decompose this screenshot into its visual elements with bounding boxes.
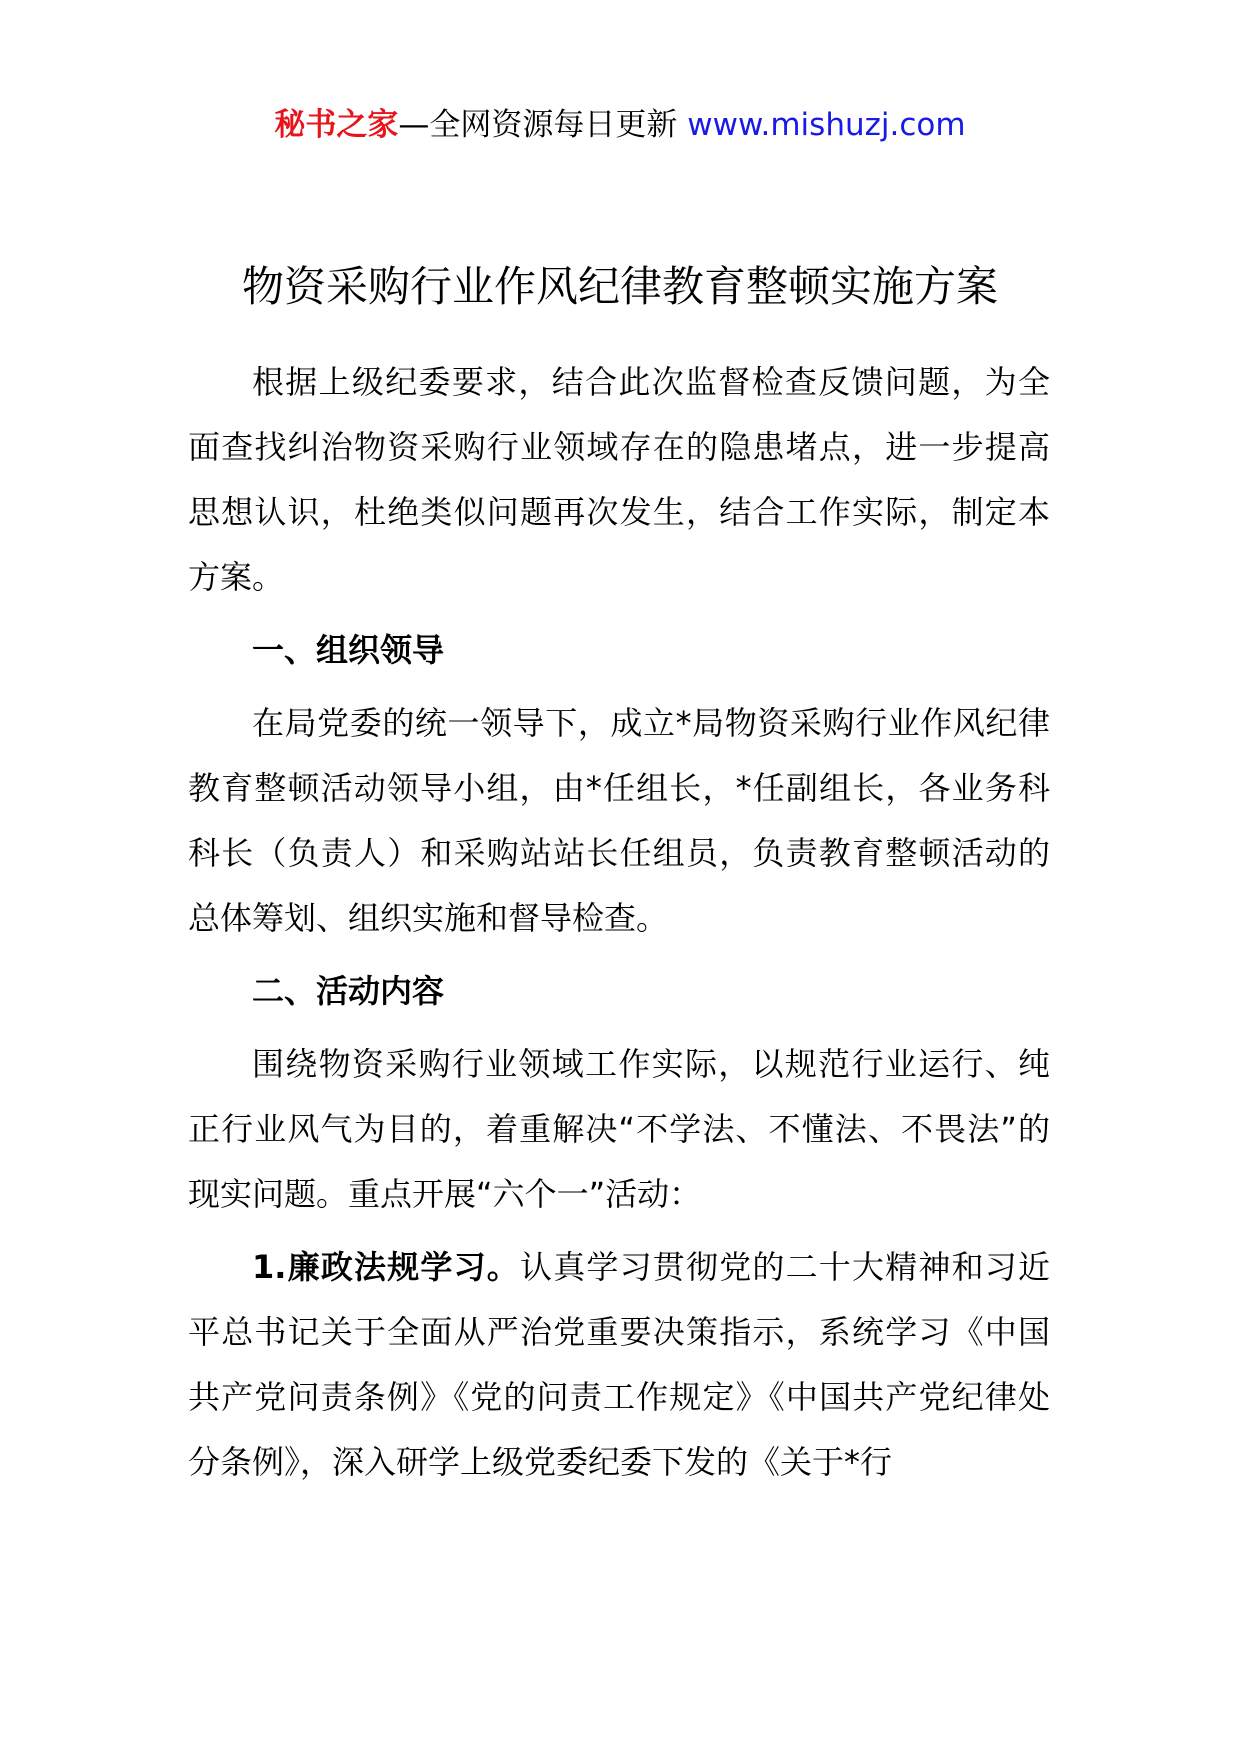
watermark-slogan: —全网资源每日更新 bbox=[398, 107, 688, 143]
activity-item-1-text: 认真学习贯彻党的二十大精神和习近平总书记关于全面从严治党重要决策指示，系统学习《中国共产党问责条例》《党的问责工作规定》《中国共产党纪律处分条例》，深入研学上级党委纪委下发的《关于*行 bbox=[188, 1248, 1050, 1481]
section-heading-activities: 二、活动内容 bbox=[252, 972, 445, 1010]
activities-paragraph: 围绕物资采购行业领域工作实际，以规范行业运行、纯正行业风气为目的，着重解决“不学法、不懂法、不畏法”的现实问题。重点开展“六个一”活动： bbox=[188, 1045, 1050, 1213]
document-title: 物资采购行业作风纪律教育整顿实施方案 bbox=[241, 262, 998, 311]
section-heading-organization: 一、组织领导 bbox=[252, 631, 445, 669]
organization-paragraph: 在局党委的统一领导下，成立*局物资采购行业作风纪律教育整顿活动领导小组，由*任组长，*任副组长，各业务科科长（负责人）和采购站站长任组员，负责教育整顿活动的总体筹划、组织实施和督导检查。 bbox=[188, 704, 1050, 937]
watermark-url: www.mishuzj.com bbox=[687, 107, 966, 143]
intro-paragraph: 根据上级纪委要求，结合此次监督检查反馈问题，为全面查找纠治物资采购行业领域存在的隐患堵点，进一步提高思想认识，杜绝类似问题再次发生，结合工作实际，制定本方案。 bbox=[188, 363, 1050, 596]
watermark-brand: 秘书之家 bbox=[274, 107, 399, 143]
site-watermark-header bbox=[0, 103, 1240, 147]
activity-item-1-lead: 1.廉政法规学习。 bbox=[252, 1248, 521, 1286]
activity-item-1 bbox=[188, 1235, 1050, 1495]
document-body bbox=[188, 350, 1050, 1503]
